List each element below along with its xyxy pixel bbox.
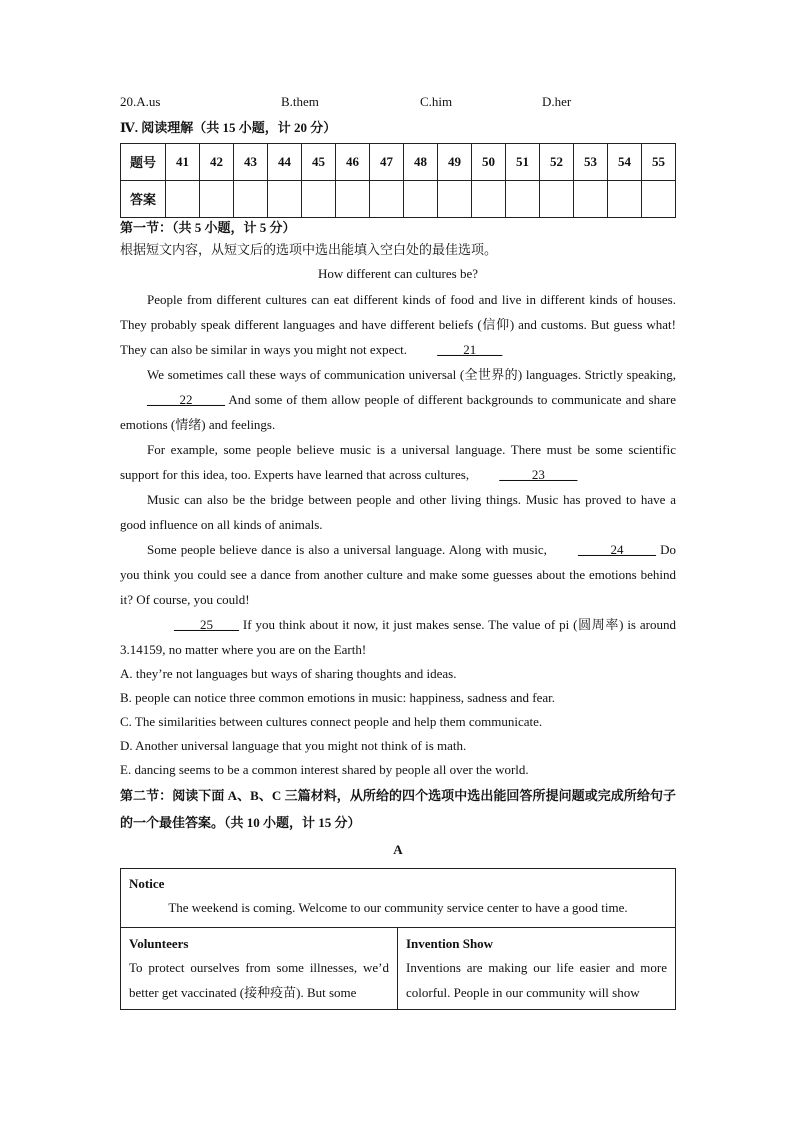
paragraph-2 (120, 362, 676, 437)
invention-text: Inventions are making our life easier and more colorful. People in our community will show (406, 960, 667, 1000)
answer-cell[interactable] (506, 180, 540, 217)
paragraph-5-text-end: Do you think you could see a dance from another culture and make some guesses about the emotions behind it? Of course, you could! (120, 541, 676, 607)
question-20 (120, 94, 676, 116)
invention-title: Invention Show (406, 935, 494, 951)
q20-option-c: C.him (420, 94, 453, 109)
part-1-instruction: 根据短文内容，从短文后的选项中选出能填入空白处的最佳选项。 (120, 241, 498, 257)
answer-table-answer-row (121, 180, 676, 217)
table-label-answer: 答案 (121, 180, 166, 217)
answer-cell[interactable] (234, 180, 268, 217)
paragraph-3 (120, 437, 676, 487)
blank-25: ____25____ (174, 616, 239, 632)
answer-cell[interactable] (540, 180, 574, 217)
q20-option-a (120, 94, 160, 110)
answer-cell[interactable] (472, 180, 506, 217)
table-num: 55 (642, 143, 676, 180)
table-num: 52 (540, 143, 574, 180)
answer-cell[interactable] (574, 180, 608, 217)
table-num: 42 (200, 143, 234, 180)
blank-22: _____22_____ (147, 391, 225, 407)
table-num: 45 (302, 143, 336, 180)
volunteers-text: To protect ourselves from some illnesses, we’d better get vaccinated (接种疫苗). But some (129, 960, 389, 1000)
answer-cell[interactable] (336, 180, 370, 217)
table-num: 48 (404, 143, 438, 180)
table-num: 41 (166, 143, 200, 180)
part-1-title: 第一节：（共 5 小题，计 5 分） (120, 219, 296, 235)
paragraph-1 (120, 287, 676, 362)
choice-e: E. dancing seems to be a common interest shared by people all over the world. (120, 761, 529, 777)
blank-24: _____24_____ (577, 541, 656, 557)
table-num: 54 (608, 143, 642, 180)
answer-cell[interactable] (404, 180, 438, 217)
volunteers-title: Volunteers (129, 935, 189, 951)
blank-23: _____23_____ (499, 466, 578, 482)
section-4-title: Ⅳ. 阅读理解（共 15 小题，计 20 分） (120, 120, 337, 135)
answer-cell[interactable] (608, 180, 642, 217)
answer-cell[interactable] (302, 180, 336, 217)
answer-cell[interactable] (200, 180, 234, 217)
q20-a-text: A.us (136, 94, 161, 109)
table-num: 51 (506, 143, 540, 180)
paragraph-5 (120, 537, 676, 612)
blank-21: ____21____ (437, 341, 503, 357)
paragraph-4: Music can also be the bridge between people and other living things. Music has proved to have a good influence on all kinds of animals. (120, 491, 676, 532)
notice-header (121, 869, 675, 928)
table-num: 46 (336, 143, 370, 180)
answer-cell[interactable] (642, 180, 676, 217)
paragraph-5-text: Some people believe dance is also a universal language. Along with music, (147, 541, 551, 557)
table-num: 47 (370, 143, 404, 180)
choice-a: A. they’re not languages but ways of sharing thoughts and ideas. (120, 665, 457, 681)
paragraph-6-text: If you think about it now, it just makes sense. The value of pi (圆周率) is around 3.14159, no matter where you are on the Earth! (120, 616, 676, 657)
q20-number: 20. (120, 94, 137, 109)
page (120, 94, 676, 1010)
answer-table (120, 143, 676, 218)
volunteers-column (121, 928, 398, 1010)
answer-cell[interactable] (370, 180, 404, 217)
part-2-title: 第二节：阅读下面 A、B、C 三篇材料，从所给的四个选项中选出能回答所提问题或完成所给句子的一个最佳答案。（共 10 小题，计 15 分） (120, 787, 676, 830)
passage-title: How different can cultures be? (317, 266, 479, 281)
table-num: 44 (268, 143, 302, 180)
table-label-number: 题号 (121, 143, 166, 180)
paragraph-6 (120, 612, 676, 662)
table-num: 50 (472, 143, 506, 180)
answer-cell[interactable] (166, 180, 200, 217)
answer-cell[interactable] (438, 180, 472, 217)
paragraph-3-text: For example, some people believe music is a universal language. There must be some scientific support for this idea, too. Experts have learned that across cultures, (120, 441, 676, 482)
passage-a-label: A (393, 841, 403, 857)
notice-box (120, 868, 676, 1011)
choice-d: D. Another universal language that you might not think of is math. (120, 737, 467, 753)
paragraph-1-text: People from different cultures can eat different kinds of food and live in different kinds of houses. They probably speak different languages and have different beliefs (信仰) and customs. But guess what! They can also be similar in ways you might not expect. (120, 291, 676, 357)
answer-cell[interactable] (268, 180, 302, 217)
invention-column (398, 928, 675, 1010)
table-num: 43 (234, 143, 268, 180)
paragraph-2-text-end: And some of them allow people of different backgrounds to communicate and share emotions (情绪) and feelings. (120, 391, 676, 432)
q20-option-d: D.her (542, 94, 572, 109)
notice-body: The weekend is coming. Welcome to our community service center to have a good time. (168, 899, 628, 915)
table-num: 53 (574, 143, 608, 180)
answer-table-number-row (121, 143, 676, 180)
paragraph-2-text: We sometimes call these ways of communication universal (全世界的) languages. Strictly speaking, (147, 366, 676, 382)
notice-title: Notice (129, 875, 165, 891)
q20-option-b: B.them (281, 94, 319, 109)
choice-b: B. people can notice three common emotions in music: happiness, sadness and fear. (120, 689, 556, 705)
notice-columns (121, 928, 675, 1010)
choice-c: C. The similarities between cultures connect people and help them communicate. (120, 713, 543, 729)
table-num: 49 (438, 143, 472, 180)
